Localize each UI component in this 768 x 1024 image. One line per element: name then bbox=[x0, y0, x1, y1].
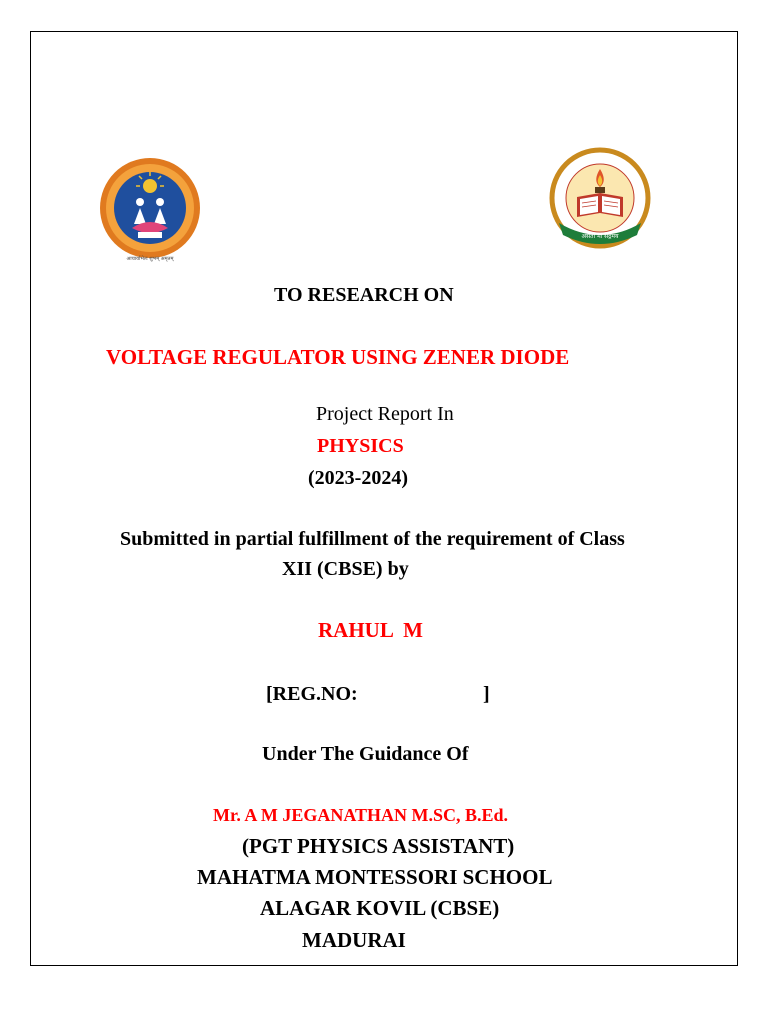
guide-name: Mr. A M JEGANATHAN M.SC, B.Ed. bbox=[213, 805, 509, 825]
subject: PHYSICS bbox=[317, 435, 404, 457]
submission-line-1: Submitted in partial fulfillment of the requirement of Class bbox=[120, 528, 625, 550]
reg-no-label: [REG.NO: bbox=[266, 683, 358, 705]
school-emblem-motto: आचार्याभेतः शुभम् अमृतम् bbox=[126, 256, 174, 262]
guide-role: (PGT PHYSICS ASSISTANT) bbox=[242, 834, 515, 858]
reg-no-close-bracket: ] bbox=[483, 683, 490, 705]
cbse-ribbon-text: असतो मा सद्गमय bbox=[581, 233, 619, 240]
school-name: MAHATMA MONTESSORI SCHOOL bbox=[197, 865, 553, 889]
cbse-emblem-logo bbox=[549, 147, 651, 249]
guidance-heading: Under The Guidance Of bbox=[262, 743, 469, 765]
heading: TO RESEARCH ON bbox=[274, 284, 454, 306]
school-emblem-logo bbox=[98, 156, 202, 264]
submission-line-2: XII (CBSE) by bbox=[282, 558, 409, 580]
report-in-text: Project Report In bbox=[316, 403, 454, 425]
student-name: RAHUL M bbox=[318, 618, 423, 642]
project-title: VOLTAGE REGULATOR USING ZENER DIODE bbox=[106, 345, 570, 369]
academic-year: (2023-2024) bbox=[308, 467, 408, 489]
school-location: ALAGAR KOVIL (CBSE) bbox=[260, 896, 500, 920]
city: MADURAI bbox=[302, 928, 406, 952]
